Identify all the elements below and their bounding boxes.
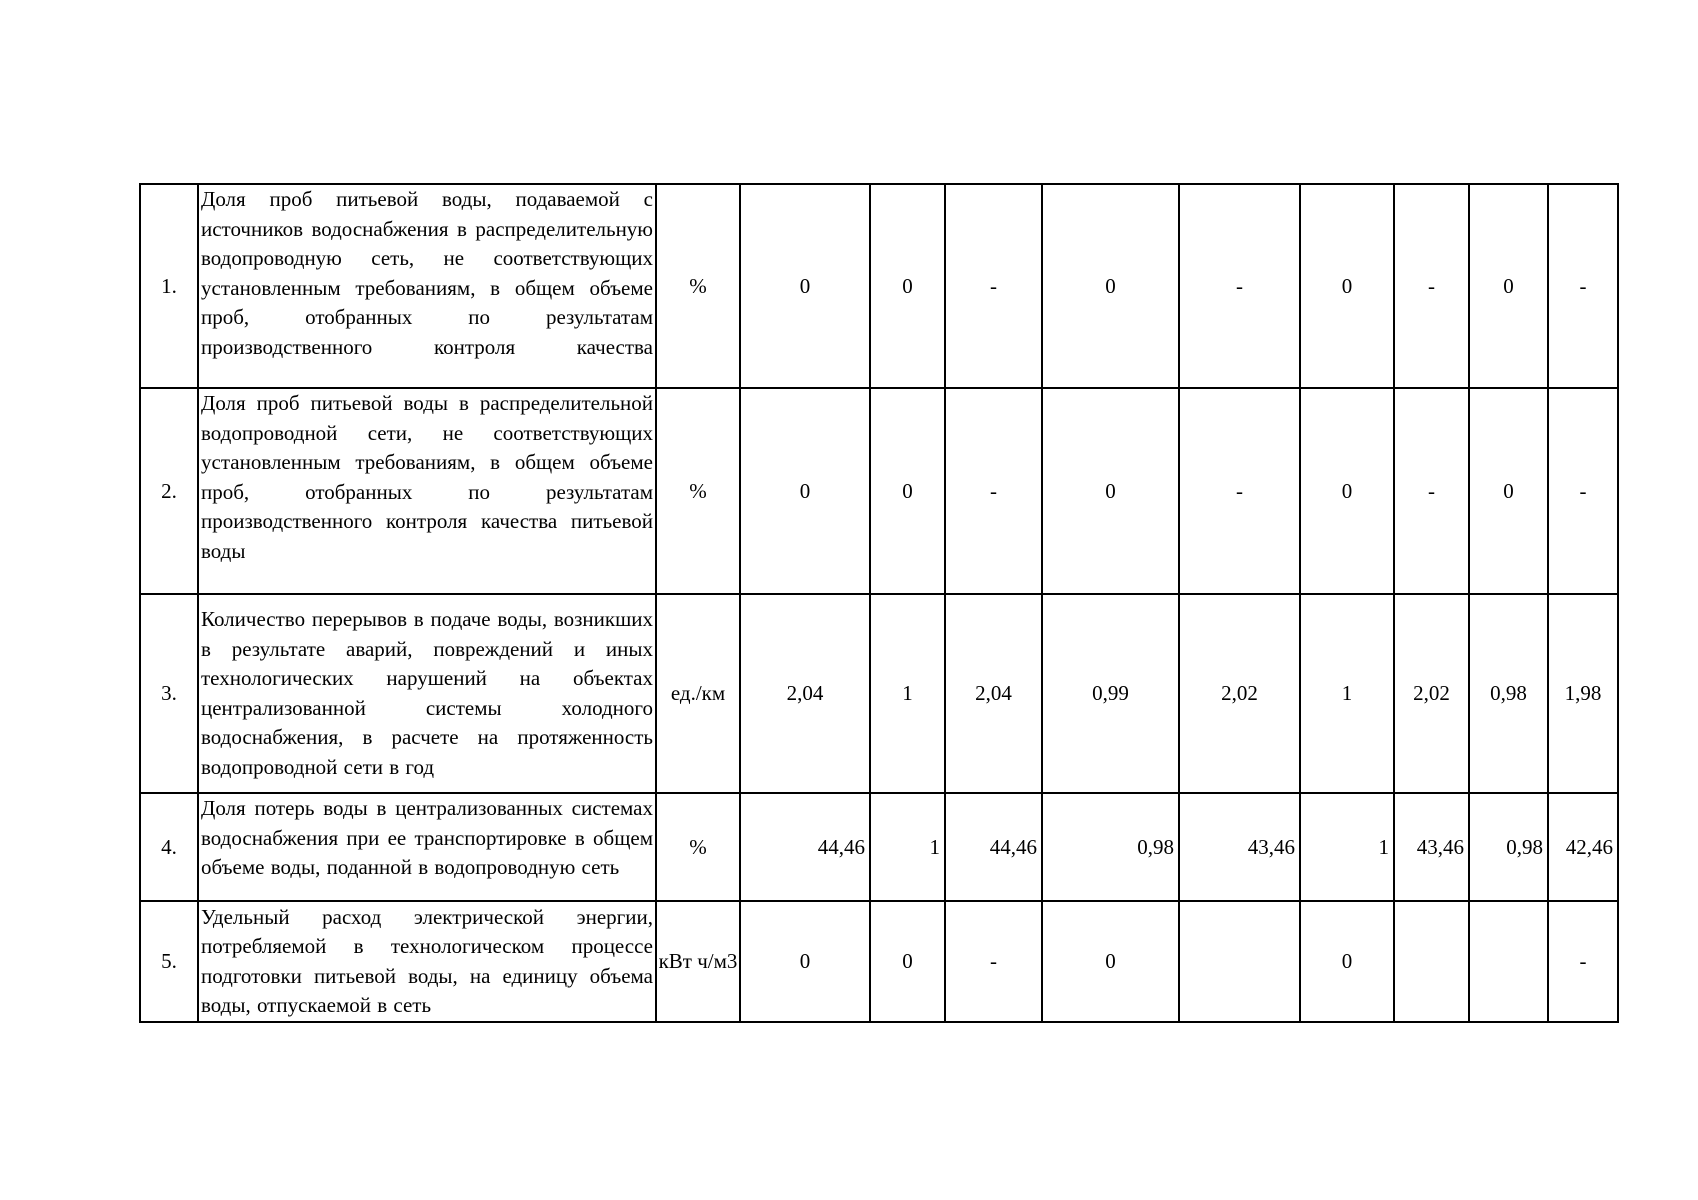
- indicator-description: [198, 901, 656, 1022]
- value-cell: 0: [1042, 184, 1179, 388]
- table-row: [140, 594, 1618, 793]
- value-cell: -: [945, 901, 1042, 1022]
- value-cell: 0: [1042, 901, 1179, 1022]
- description-text: Доля потерь воды в централизованных системах водоснабжения при ее транспортировке в общем объеме воды, поданной в водопроводную сеть: [201, 796, 653, 879]
- indicator-description: [198, 793, 656, 901]
- value-cell: [1179, 901, 1300, 1022]
- value-cell: 0,98: [1469, 594, 1548, 793]
- value-cell: [1394, 901, 1469, 1022]
- value-cell: 1: [870, 594, 945, 793]
- value-cell: 0,99: [1042, 594, 1179, 793]
- value-cell: 2,04: [740, 594, 870, 793]
- table-row: [140, 388, 1618, 594]
- value-cell: -: [1179, 184, 1300, 388]
- value-cell: -: [1394, 184, 1469, 388]
- row-number: 1.: [140, 184, 198, 388]
- row-number: 5.: [140, 901, 198, 1022]
- value-cell: -: [1548, 388, 1618, 594]
- value-cell: -: [945, 184, 1042, 388]
- value-cell: 0: [1469, 184, 1548, 388]
- value-cell: 0: [740, 388, 870, 594]
- value-cell: 0: [870, 184, 945, 388]
- value-cell: 43,46: [1179, 793, 1300, 901]
- value-cell: 42,46: [1548, 793, 1618, 901]
- value-cell: 2,04: [945, 594, 1042, 793]
- value-cell: -: [1548, 184, 1618, 388]
- value-cell: 1,98: [1548, 594, 1618, 793]
- value-cell: -: [1394, 388, 1469, 594]
- value-cell: [1469, 901, 1548, 1022]
- value-cell: 0: [1300, 901, 1394, 1022]
- value-cell: 0: [870, 388, 945, 594]
- row-number: 4.: [140, 793, 198, 901]
- row-number: 2.: [140, 388, 198, 594]
- description-text: Количество перерывов в подаче воды, возникших в результате аварий, повреждений и иных технологических нарушений на объектах централизованной системы холодного водоснабжения, в расчете на протяженность водопроводной сети в год: [201, 607, 653, 779]
- unit-cell: %: [656, 793, 740, 901]
- value-cell: 0: [1300, 388, 1394, 594]
- value-cell: 2,02: [1394, 594, 1469, 793]
- value-cell: -: [945, 388, 1042, 594]
- value-cell: 0: [1042, 388, 1179, 594]
- row-number: 3.: [140, 594, 198, 793]
- value-cell: 0: [1300, 184, 1394, 388]
- value-cell: 44,46: [740, 793, 870, 901]
- table-row: [140, 793, 1618, 901]
- unit-cell: %: [656, 388, 740, 594]
- value-cell: 0: [740, 184, 870, 388]
- value-cell: 1: [870, 793, 945, 901]
- value-cell: 0,98: [1469, 793, 1548, 901]
- indicator-description: [198, 594, 656, 793]
- description-text: Доля проб питьевой воды, подаваемой с источников водоснабжения в распределительную водопроводную сеть, не соответствующих установленным требованиям, в общем объеме проб, отобранных по результатам производственного контроля качества: [201, 187, 653, 359]
- value-cell: 44,46: [945, 793, 1042, 901]
- indicator-description: [198, 388, 656, 594]
- value-cell: 2,02: [1179, 594, 1300, 793]
- description-text: Доля проб питьевой воды в распределительной водопроводной сети, не соответствующих установленным требованиям, в общем объеме проб, отобранных по результатам производственного контроля качества питьевой воды: [201, 391, 653, 563]
- unit-cell: ед./км: [656, 594, 740, 793]
- table-row: [140, 184, 1618, 388]
- value-cell: 43,46: [1394, 793, 1469, 901]
- value-cell: 1: [1300, 793, 1394, 901]
- value-cell: -: [1548, 901, 1618, 1022]
- value-cell: 1: [1300, 594, 1394, 793]
- description-text: Удельный расход электрической энергии, потребляемой в технологическом процессе подготовки питьевой воды, на единицу объема воды, отпускаемой в сеть: [201, 904, 653, 1017]
- unit-cell: кВт ч/м3: [656, 901, 740, 1022]
- value-cell: 0: [740, 901, 870, 1022]
- unit-cell: %: [656, 184, 740, 388]
- indicator-description: [198, 184, 656, 388]
- value-cell: 0: [1469, 388, 1548, 594]
- table-row: [140, 901, 1618, 1022]
- value-cell: -: [1179, 388, 1300, 594]
- indicators-table: [139, 183, 1619, 1023]
- value-cell: 0: [870, 901, 945, 1022]
- value-cell: 0,98: [1042, 793, 1179, 901]
